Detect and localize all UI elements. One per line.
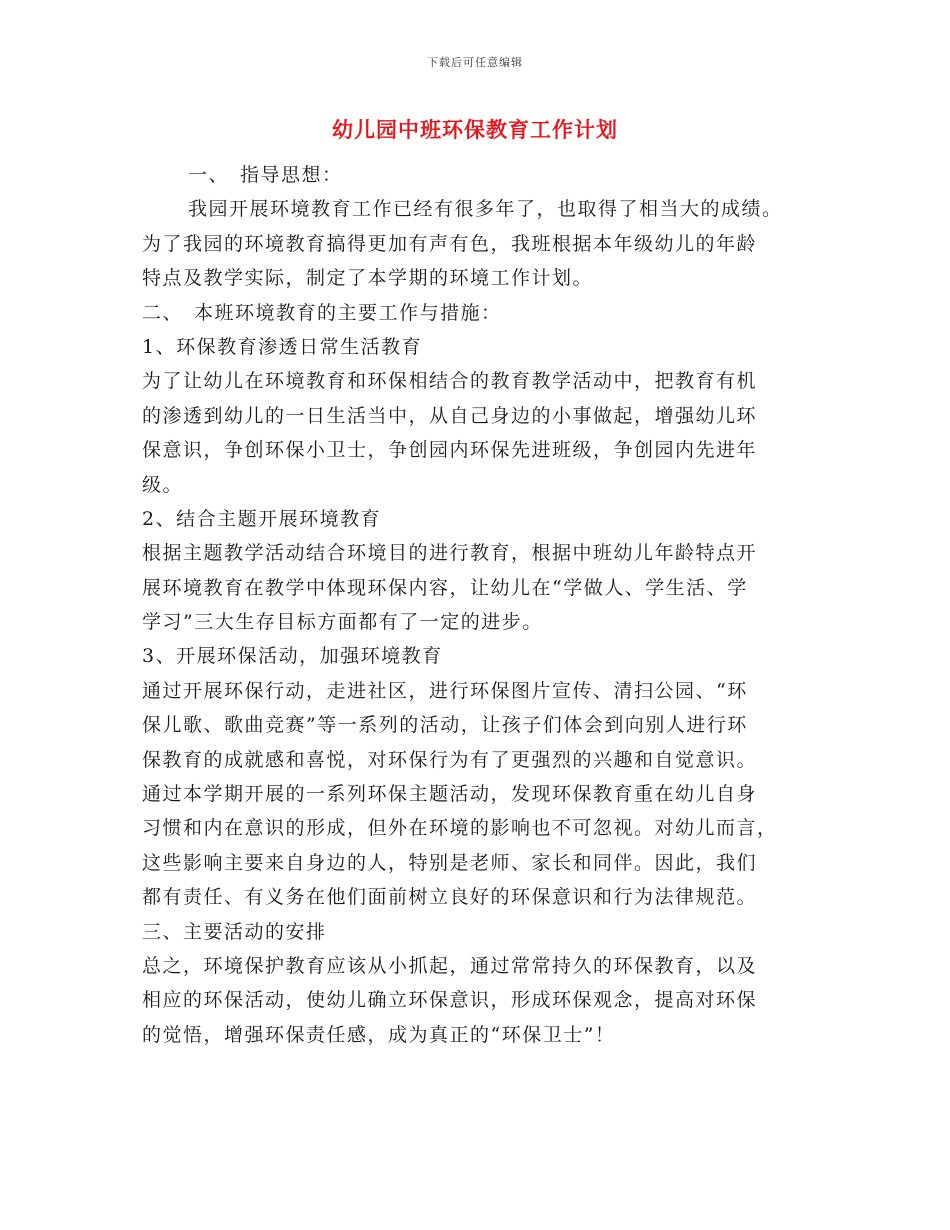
paragraph-line: 的渗透到幼儿的一日生活当中，从自己身边的小事做起，增强幼儿环 xyxy=(142,404,758,427)
paragraph-line: 为了我园的环境教育搞得更加有声有色，我班根据本年级幼儿的年龄 xyxy=(142,232,758,255)
document-body xyxy=(142,158,822,1052)
subheading-theme-education: 2、结合主题开展环境教育 xyxy=(142,507,382,530)
paragraph-line: 保教育的成就感和喜悦，对环保行为有了更强烈的兴趣和自觉意识。 xyxy=(142,748,758,771)
paragraph-line: 保意识，争创环保小卫士，争创园内环保先进班级，争创园内先进年 xyxy=(142,439,758,462)
paragraph-line: 特点及教学实际，制定了本学期的环境工作计划。 xyxy=(142,267,594,290)
paragraph-line: 总之，环境保护教育应该从小抓起，通过常常持久的环保教育，以及 xyxy=(142,954,758,977)
header-note: 下载后可任意编辑 xyxy=(427,56,523,69)
paragraph-line: 展环境教育在教学中体现环保内容，让幼儿在“学做人、学生活、学 xyxy=(142,576,748,599)
paragraph-line: 习惯和内在意识的形成，但外在环境的影响也不可忽视。对幼儿而言， xyxy=(142,817,778,840)
paragraph-line: 通过本学期开展的一系列环保主题活动，发现环保教育重在幼儿自身 xyxy=(142,783,758,806)
paragraph-line: 级。 xyxy=(142,473,184,496)
paragraph-line: 我园开展环境教育工作已经有很多年了，也取得了相当大的成绩。 xyxy=(188,198,783,221)
paragraph-line: 学习”三大生存目标方面都有了一定的进步。 xyxy=(142,611,543,634)
paragraph-line: 的觉悟，增强环保责任感，成为真正的“环保卫士”！ xyxy=(142,1023,616,1046)
paragraph-line: 为了让幼儿在环境教育和环保相结合的教育教学活动中，把教育有机 xyxy=(142,370,758,393)
document-title: 幼儿园中班环保教育工作计划 xyxy=(332,117,618,142)
paragraph-line: 根据主题教学活动结合环境目的进行教育，根据中班幼儿年龄特点开 xyxy=(142,542,758,565)
subheading-daily-life: 1、环保教育渗透日常生活教育 xyxy=(142,335,423,358)
section-heading-main-work: 二、 本班环境教育的主要工作与措施： xyxy=(142,301,502,324)
paragraph-line: 通过开展环保行动，走进社区，进行环保图片宣传、清扫公园、“环 xyxy=(142,679,748,702)
paragraph-line: 相应的环保活动，使幼儿确立环保意识，形成环保观念，提高对环保 xyxy=(142,989,758,1012)
paragraph-line: 这些影响主要来自身边的人，特别是老师、家长和同伴。因此，我们 xyxy=(142,851,758,874)
section-heading-activity-arrangement: 三、主要活动的安排 xyxy=(142,920,327,943)
paragraph-line: 保儿歌、歌曲竞赛”等一系列的活动，让孩子们体会到向别人进行环 xyxy=(142,714,748,737)
section-heading-guiding-ideology: 一、 指导思想： xyxy=(188,164,343,186)
paragraph-line: 都有责任、有义务在他们面前树立良好的环保意识和行为法律规范。 xyxy=(142,886,758,909)
subheading-environmental-activities: 3、开展环保活动，加强环境教育 xyxy=(142,645,443,668)
